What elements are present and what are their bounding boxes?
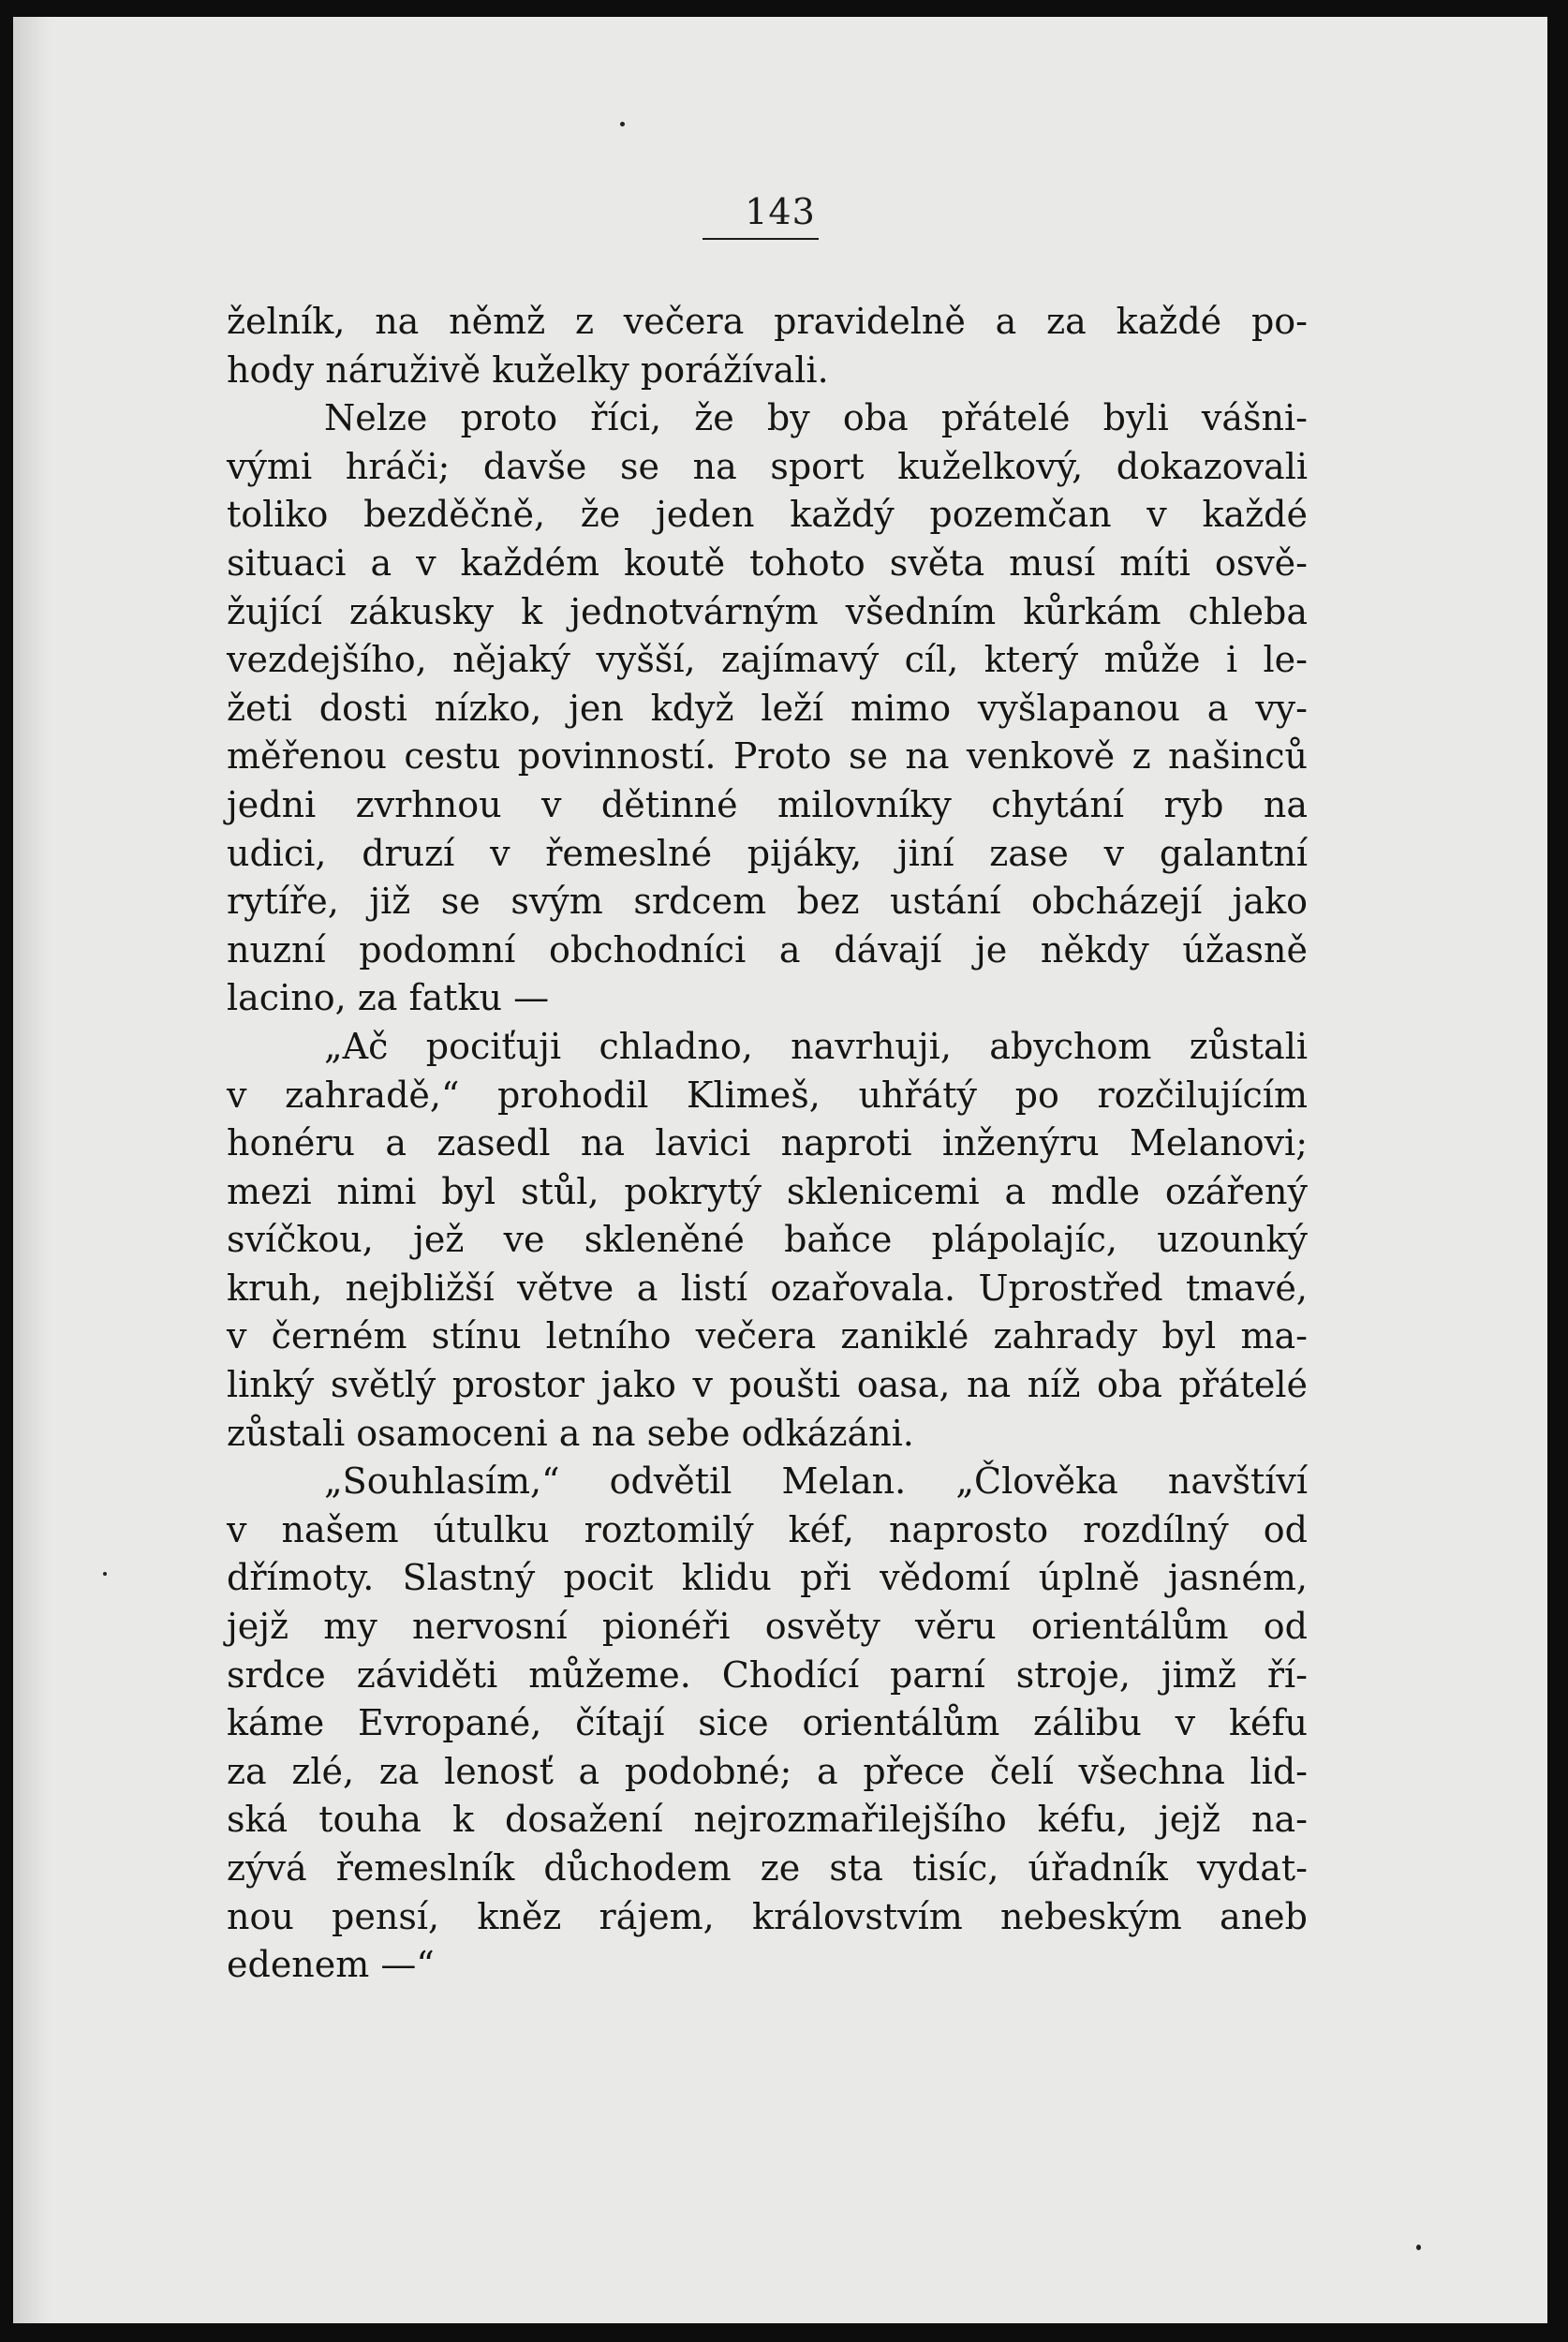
text-line: kruh, nejbližší větve a listí ozařovala. Uprostřed tmavé, — [227, 1267, 1308, 1309]
text-line: za zlé, za lenosť a podobné; a přece čelí všechna lid- — [227, 1750, 1308, 1792]
text-line: rytíře, již se svým srdcem bez ustání obcházejí jako — [227, 881, 1308, 923]
text-line: žeti dosti nízko, jen když leží mimo vyšlapanou a vy- — [227, 687, 1308, 729]
text-line: měřenou cestu povinností. Proto se na venkově z našinců — [227, 735, 1308, 778]
page-edge-shadow — [13, 17, 51, 2323]
text-line: „Souhlasím,“ odvětil Melan. „Člověka navštíví — [324, 1460, 1308, 1503]
body-text — [227, 298, 1308, 1990]
text-line: vými hráči; davše se na sport kuželkový, dokazovali — [227, 445, 1308, 487]
text-line: situaci a v každém koutě tohoto světa musí míti osvě- — [227, 541, 1308, 584]
text-line: zůstali osamoceni a na sebe odkázáni. — [227, 1412, 914, 1454]
text-line: v zahradě,“ prohodil Klimeš, uhřátý po rozčilujícím — [227, 1074, 1308, 1116]
text-line: nou pensí, kněz rájem, královstvím nebeským aneb — [227, 1895, 1308, 1937]
text-line: ská touha k dosažení nejrozmařilejšího kéfu, jejž na- — [227, 1799, 1308, 1841]
page-number-underline — [703, 238, 819, 240]
page-number: 143 — [745, 191, 816, 232]
text-line: jejž my nervosní pionéři osvěty věru orientálům od — [227, 1606, 1308, 1648]
text-line: honéru a zasedl na lavici naproti inženýru Melanovi; — [227, 1122, 1308, 1164]
text-line: edenem —“ — [227, 1944, 435, 1986]
text-line: jedni zvrhnou v dětinné milovníky chytání ryb na — [227, 783, 1308, 825]
ink-speck — [620, 122, 625, 126]
text-line: žující zákusky k jednotvárným všedním kůrkám chleba — [227, 590, 1308, 632]
text-line: srdce záviděti můžeme. Chodící parní stroje, jimž ří- — [227, 1653, 1308, 1696]
text-line: „Ač pociťuji chladno, navrhuji, abychom zůstali — [324, 1025, 1308, 1067]
text-line: svíčkou, jež ve skleněné baňce plápolajíc, uzounký — [227, 1219, 1308, 1261]
text-line: v našem útulku roztomilý kéf, naprosto rozdílný od — [227, 1508, 1308, 1550]
ink-speck — [1416, 2245, 1421, 2250]
text-line: zývá řemeslník důchodem ze sta tisíc, úřadník vydat- — [227, 1847, 1308, 1889]
ink-speck — [103, 1572, 107, 1576]
book-page — [13, 17, 1547, 2323]
text-line: želník, na němž z večera pravidelně a za každé po- — [227, 301, 1308, 342]
text-line: linký světlý prostor jako v poušti oasa, na níž oba přátelé — [227, 1364, 1308, 1406]
text-line: nuzní podomní obchodníci a dávají je někdy úžasně — [227, 928, 1308, 971]
text-line: lacino, za fatku — — [227, 977, 550, 1019]
text-line: dřímoty. Slastný pocit klidu při vědomí úplně jasném, — [227, 1557, 1308, 1599]
text-line: mezi nimi byl stůl, pokrytý sklenicemi a mdle ozářený — [227, 1170, 1308, 1212]
text-line: vezdejšího, nějaký vyšší, zajímavý cíl, který může i le- — [227, 639, 1308, 681]
text-line: udici, druzí v řemeslné pijáky, jiní zase v galantní — [227, 832, 1308, 874]
text-line: v černém stínu letního večera zaniklé zahrady byl ma- — [227, 1315, 1308, 1357]
text-line: káme Evropané, čítají sice orientálům zálibu v kéfu — [227, 1702, 1308, 1744]
text-line: Nelze proto říci, že by oba přátelé byli vášni- — [324, 397, 1308, 439]
text-line: hody náruživě kuželky porážívali. — [227, 348, 829, 391]
text-line: toliko bezděčně, že jeden každý pozemčan v každé — [227, 494, 1308, 536]
